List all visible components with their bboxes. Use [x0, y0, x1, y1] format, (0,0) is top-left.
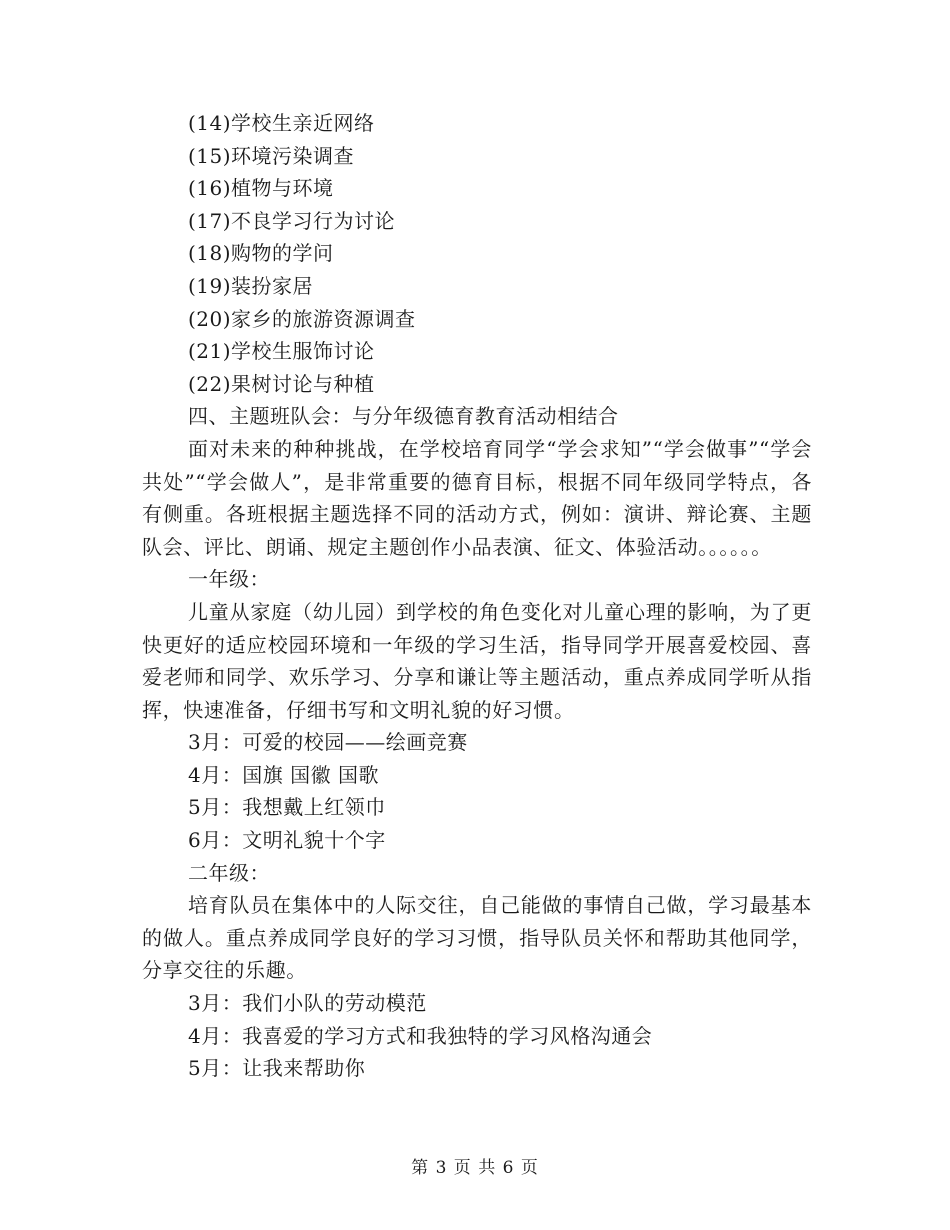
- section-paragraph: 面对未来的种种挑战，在学校培育同学“学会求知”“学会做事”“学会共处”“学会做人”，是非常重要的德育目标，根据不同年级同学特点，各有侧重。各班根据主题选择不同的活动方式，例如：演讲、辩论赛、主题队会、评比、朗诵、规定主题创作小品表演、征文、体验活动。。。。。。: [142, 436, 812, 559]
- grade2-paragraph: 培育队员在集体中的人际交往，自己能做的事情自己做，学习最基本的做人。重点养成同学良好的学习习惯，指导队员关怀和帮助其他同学，分享交往的乐趣。: [142, 893, 812, 983]
- grade1-month-item: 3月：可爱的校园——绘画竞赛: [188, 730, 468, 755]
- list-item: (15)环境污染调查: [188, 143, 355, 168]
- grade2-month-item: 3月：我们小队的劳动模范: [188, 991, 427, 1016]
- activity-list: [142, 107, 812, 400]
- list-item: (17)不良学习行为讨论: [188, 208, 396, 233]
- list-item: (22)果树讨论与种植: [188, 371, 375, 396]
- grade1-paragraph: 儿童从家庭（幼儿园）到学校的角色变化对儿童心理的影响，为了更快更好的适应校园环境和一年级的学习生活，指导同学开展喜爱校园、喜爱老师和同学、欢乐学习、分享和谦让等主题活动，重点养成同学听从指挥，快速准备，仔细书写和文明礼貌的好习惯。: [142, 599, 812, 722]
- grade2-month-item: 4月：我喜爱的学习方式和我独特的学习风格沟通会: [188, 1023, 653, 1048]
- grade2-heading: 二年级：: [188, 860, 270, 885]
- page-number-footer: 第 3 页 共 6 页: [411, 1158, 539, 1178]
- grade1-heading: 一年级：: [188, 567, 270, 592]
- list-item: (18)购物的学问: [188, 241, 334, 266]
- grade1-month-item: 5月：我想戴上红领巾: [188, 795, 386, 820]
- list-item: (21)学校生服饰讨论: [188, 339, 375, 364]
- grade1-month-item: 4月：国旗 国徽 国歌: [188, 762, 379, 787]
- list-item: (19)装扮家居: [188, 273, 314, 298]
- grade2-month-item: 5月：让我来帮助你: [188, 1056, 366, 1081]
- list-item: (20)家乡的旅游资源调查: [188, 306, 416, 331]
- section-heading: 四、主题班队会：与分年级德育教育活动相结合: [188, 404, 619, 429]
- document-body: [142, 107, 812, 1085]
- list-item: (14)学校生亲近网络: [188, 111, 375, 135]
- grade1-month-item: 6月：文明礼貌十个字: [188, 828, 386, 853]
- list-item: (16)植物与环境: [188, 176, 334, 201]
